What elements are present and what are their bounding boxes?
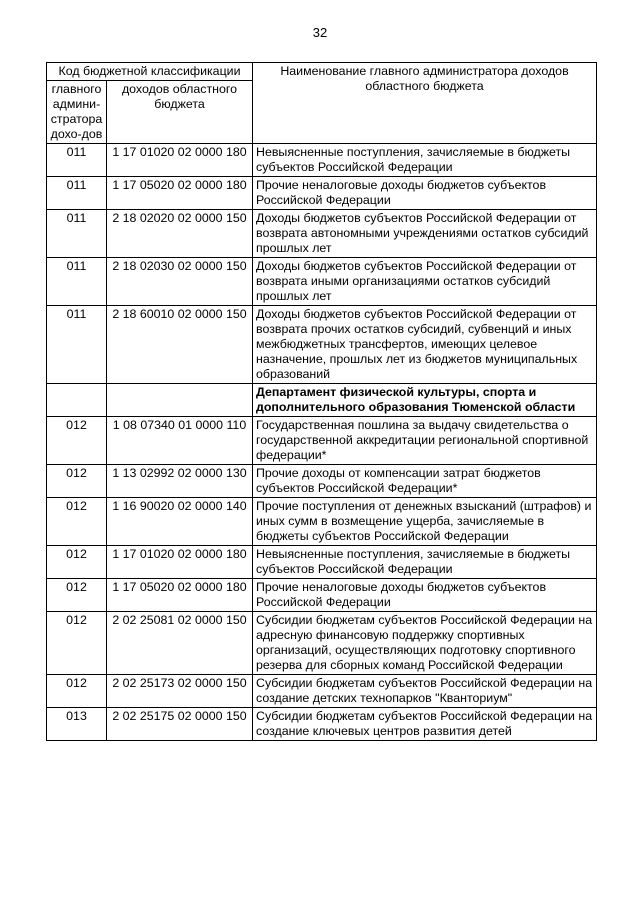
- name-cell: Департамент физической культуры, спорта и дополнительного образования Тюменской области: [253, 384, 597, 417]
- admin-code-cell: 012: [47, 675, 107, 708]
- name-cell: Невыясненные поступления, зачисляемые в бюджеты субъектов Российской Федерации: [253, 144, 597, 177]
- header-classification-code: Код бюджетной классификации: [47, 63, 253, 81]
- name-cell: Субсидии бюджетам субъектов Российской Федерации на адресную финансовую поддержку спортивных организаций, осуществляющих подготовку спортивного резерва для сборных команд Российской Федерации: [253, 612, 597, 675]
- admin-code-cell: [47, 384, 107, 417]
- name-cell: Прочие доходы от компенсации затрат бюджетов субъектов Российской Федерации*: [253, 465, 597, 498]
- budget-code-cell: [107, 384, 253, 417]
- admin-code-cell: 012: [47, 465, 107, 498]
- name-cell: Прочие поступления от денежных взысканий (штрафов) и иных сумм в возмещение ущерба, зачисляемые в бюджеты субъектов Российской Федерации: [253, 498, 597, 546]
- admin-code-cell: 011: [47, 210, 107, 258]
- budget-code-cell: 2 02 25175 02 0000 150: [107, 708, 253, 741]
- table-row: [47, 258, 597, 306]
- budget-code-cell: 2 18 02020 02 0000 150: [107, 210, 253, 258]
- budget-code-cell: 1 17 01020 02 0000 180: [107, 144, 253, 177]
- admin-code-cell: 011: [47, 306, 107, 384]
- admin-code-cell: 011: [47, 258, 107, 306]
- admin-code-cell: 011: [47, 144, 107, 177]
- budget-code-cell: 1 08 07340 01 0000 110: [107, 417, 253, 465]
- table-row: [47, 708, 597, 741]
- table-row: [47, 579, 597, 612]
- admin-code-cell: 012: [47, 417, 107, 465]
- name-cell: Невыясненные поступления, зачисляемые в бюджеты субъектов Российской Федерации: [253, 546, 597, 579]
- budget-code-cell: 2 18 60010 02 0000 150: [107, 306, 253, 384]
- table-row: [47, 306, 597, 384]
- header-administrator-name: Наименование главного администратора доходов областного бюджета: [253, 63, 597, 144]
- table-row: [47, 177, 597, 210]
- budget-classification-table: [46, 62, 597, 741]
- table-row: [47, 675, 597, 708]
- page-number: 32: [312, 25, 328, 40]
- table-row: [47, 144, 597, 177]
- name-cell: Субсидии бюджетам субъектов Российской Федерации на создание ключевых центров развития детей: [253, 708, 597, 741]
- name-cell: Доходы бюджетов субъектов Российской Федерации от возврата автономными учреждениями остатков субсидий прошлых лет: [253, 210, 597, 258]
- name-cell: Доходы бюджетов субъектов Российской Федерации от возврата прочих остатков субсидий, субвенций и иных межбюджетных трансфертов, имеющих целевое назначение, прошлых лет из бюджетов муниципальных образований: [253, 306, 597, 384]
- header-regional-income: доходов областного бюджета: [107, 81, 253, 144]
- table-header: [47, 63, 597, 144]
- budget-code-cell: 1 17 05020 02 0000 180: [107, 177, 253, 210]
- name-cell: Прочие неналоговые доходы бюджетов субъектов Российской Федерации: [253, 177, 597, 210]
- header-main-administrator: главного админи-стратора дохо-дов: [47, 81, 107, 144]
- table-row: [47, 210, 597, 258]
- name-cell: Прочие неналоговые доходы бюджетов субъектов Российской Федерации: [253, 579, 597, 612]
- admin-code-cell: 013: [47, 708, 107, 741]
- budget-code-cell: 2 18 02030 02 0000 150: [107, 258, 253, 306]
- budget-code-cell: 2 02 25173 02 0000 150: [107, 675, 253, 708]
- table-row: [47, 498, 597, 546]
- table-row: [47, 546, 597, 579]
- admin-code-cell: 011: [47, 177, 107, 210]
- name-cell: Доходы бюджетов субъектов Российской Федерации от возврата иными организациями остатков субсидий прошлых лет: [253, 258, 597, 306]
- table-body: [47, 144, 597, 741]
- budget-code-cell: 1 17 01020 02 0000 180: [107, 546, 253, 579]
- admin-code-cell: 012: [47, 498, 107, 546]
- table-row: [47, 417, 597, 465]
- budget-code-cell: 2 02 25081 02 0000 150: [107, 612, 253, 675]
- budget-code-cell: 1 13 02992 02 0000 130: [107, 465, 253, 498]
- budget-code-cell: 1 17 05020 02 0000 180: [107, 579, 253, 612]
- admin-code-cell: 012: [47, 612, 107, 675]
- budget-code-cell: 1 16 90020 02 0000 140: [107, 498, 253, 546]
- name-cell: Государственная пошлина за выдачу свидетельства о государственной аккредитации региональной спортивной федерации*: [253, 417, 597, 465]
- name-cell: Субсидии бюджетам субъектов Российской Федерации на создание детских технопарков "Кванториум": [253, 675, 597, 708]
- admin-code-cell: 012: [47, 546, 107, 579]
- table-row: [47, 465, 597, 498]
- department-row: [47, 384, 597, 417]
- admin-code-cell: 012: [47, 579, 107, 612]
- table-row: [47, 612, 597, 675]
